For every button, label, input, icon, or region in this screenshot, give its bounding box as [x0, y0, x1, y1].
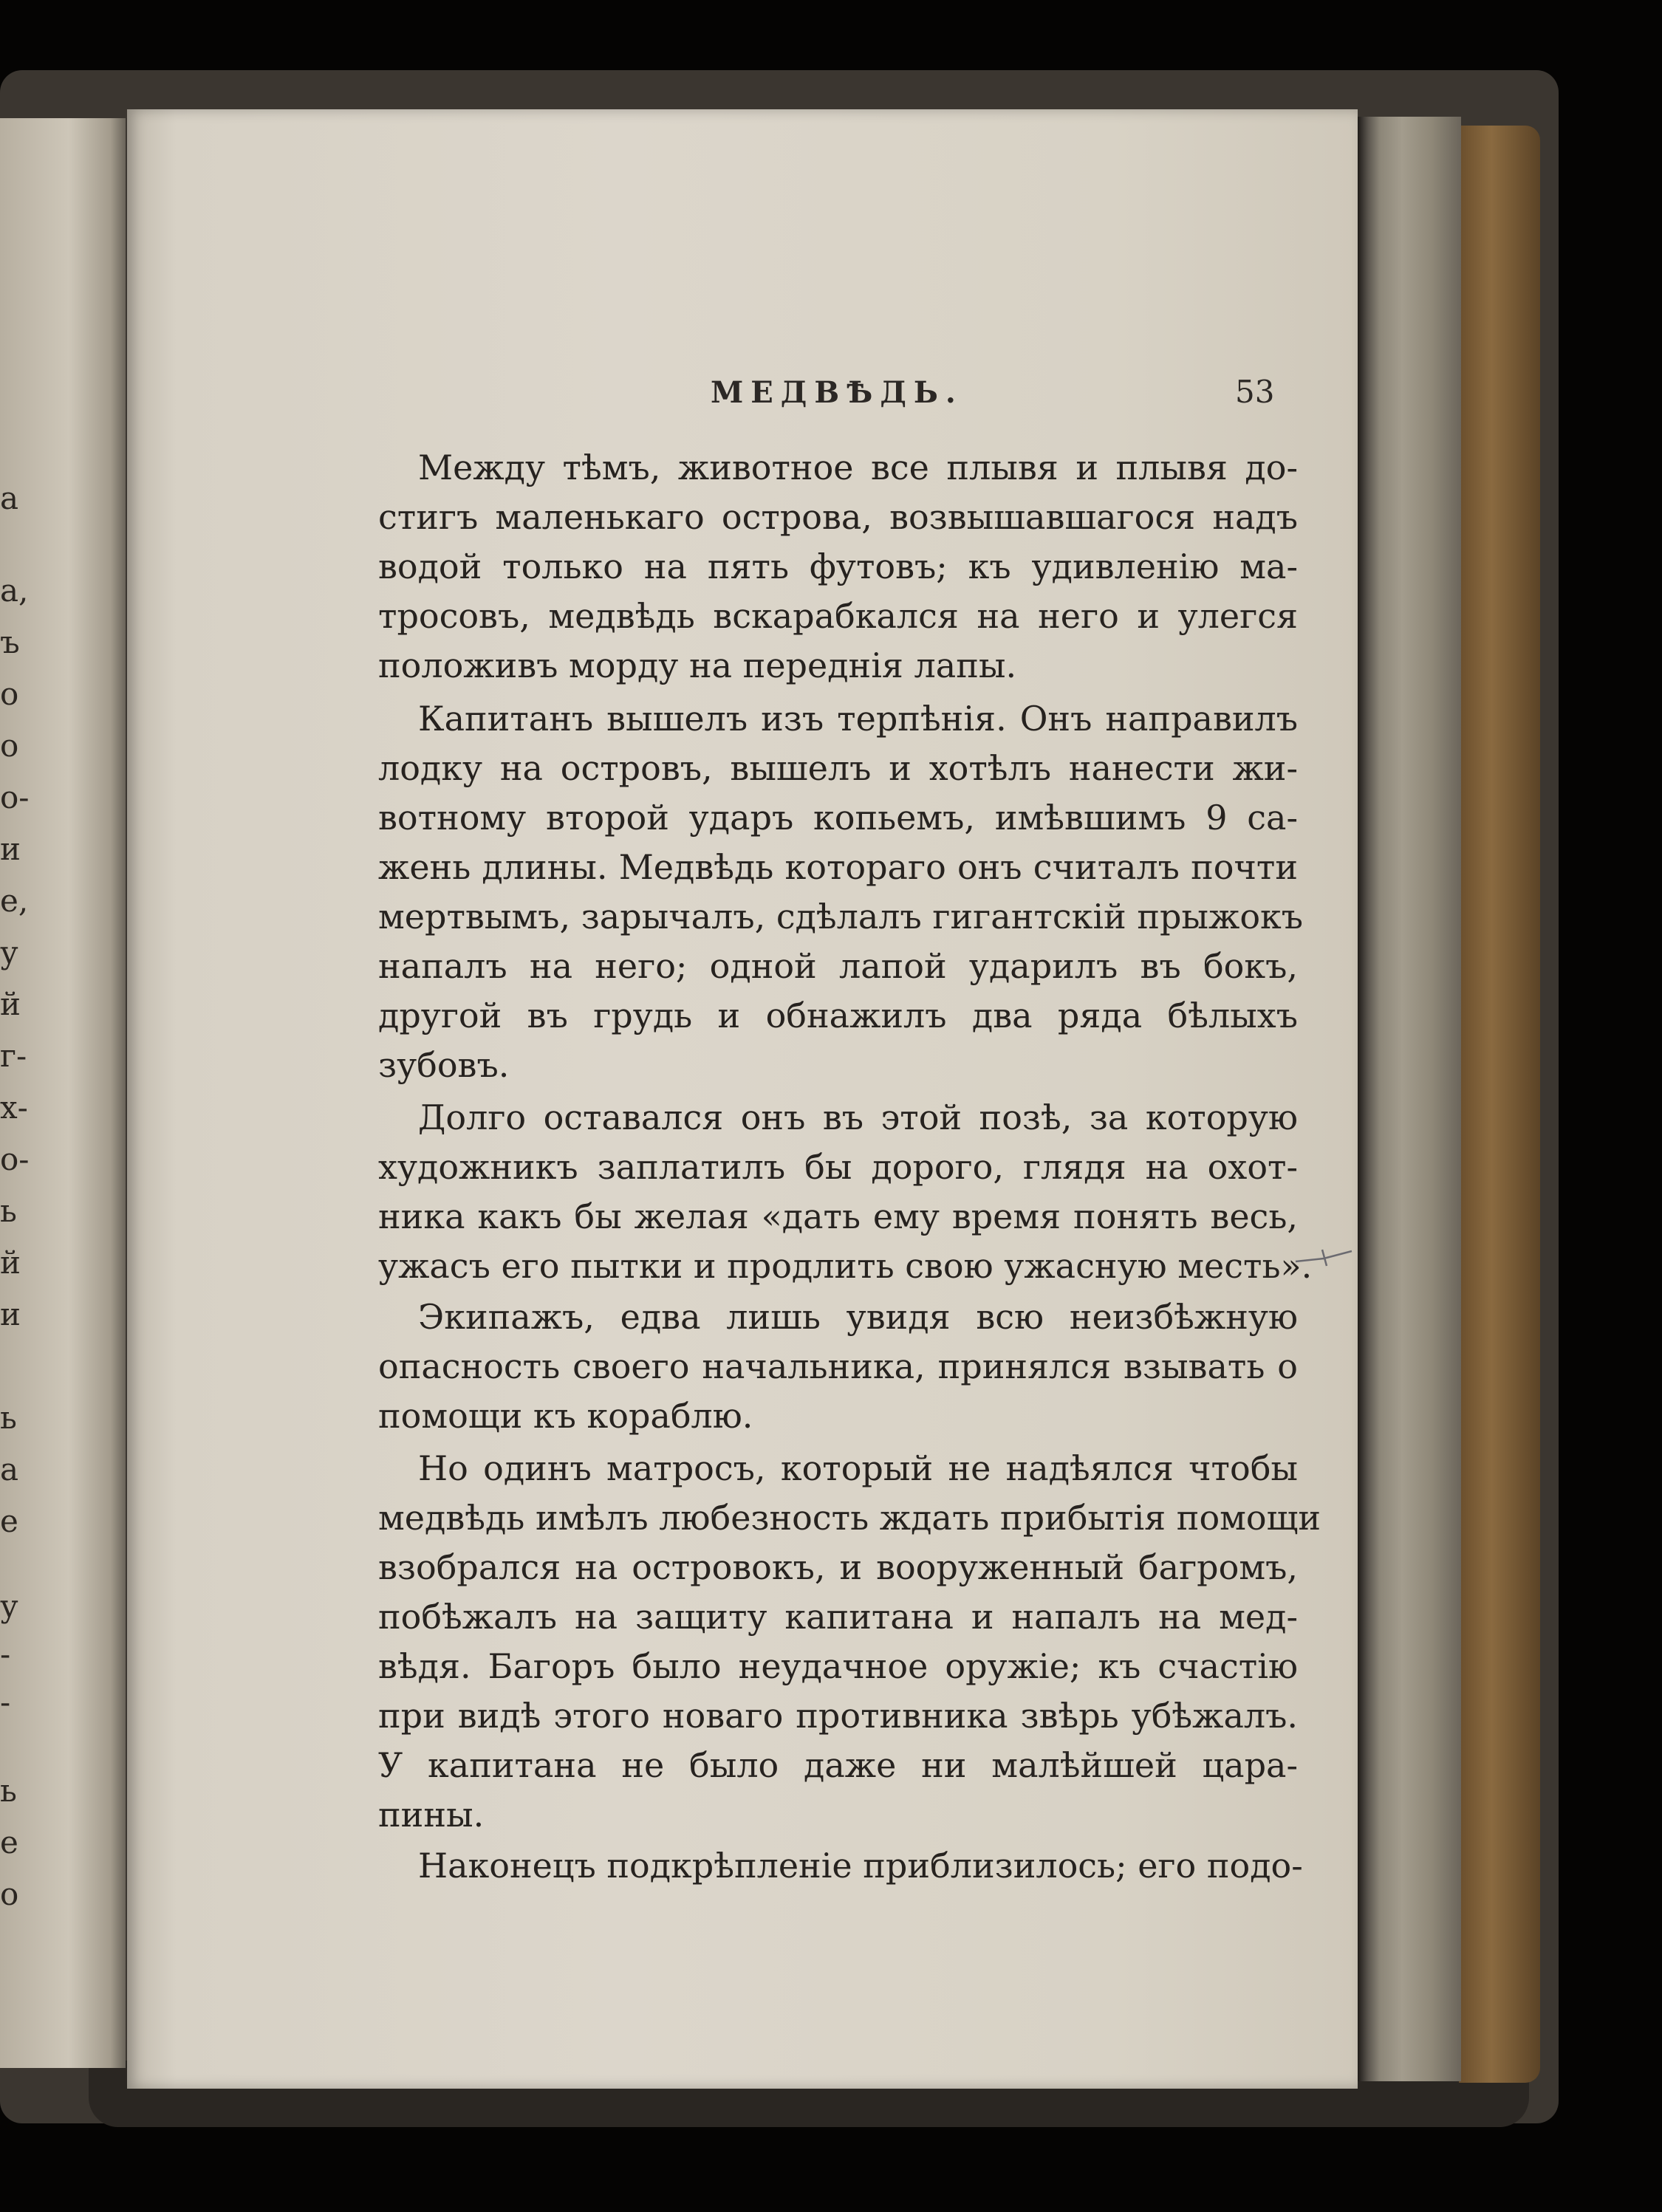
text-line: Капитанъ вышелъ изъ терпѣнія. Онъ направилъ	[418, 699, 1298, 739]
text-line: Наконецъ подкрѣпленіе приблизилось; его подо-	[418, 1846, 1303, 1886]
left-edge-letter: й	[0, 1244, 21, 1281]
text-line: вѣдя. Багоръ было неудачное оружіе; къ счастію	[378, 1646, 1298, 1686]
text-line: другой въ грудь и обнажилъ два ряда бѣлыхъ	[378, 996, 1298, 1035]
text-line: взобрался на островокъ, и вооруженный багромъ,	[378, 1547, 1298, 1587]
left-edge-letter: е	[0, 1824, 18, 1860]
page-number: 53	[1235, 374, 1275, 410]
left-edge-letter: и	[0, 1296, 21, 1332]
left-edge-letter: е	[0, 1503, 18, 1539]
left-edge-letter: о	[0, 727, 19, 764]
left-edge-letter: ъ	[0, 624, 20, 660]
left-edge-letter: о	[0, 676, 19, 712]
text-line: при видѣ этого новаго противника звѣрь убѣжалъ.	[378, 1696, 1298, 1736]
left-edge-letter: о-	[0, 779, 30, 815]
left-edge-letter: х-	[0, 1089, 28, 1126]
page-block-fore-edge	[1358, 117, 1461, 2081]
text-line: Между тѣмъ, животное все плывя и плывя до-	[418, 448, 1298, 487]
text-line: медвѣдь имѣлъ любезность ждать прибытія помощи	[378, 1498, 1321, 1538]
book-page	[127, 109, 1358, 2089]
text-line: побѣжалъ на защиту капитана и напалъ на мед-	[378, 1597, 1298, 1637]
text-line: напалъ на него; одной лапой ударилъ въ бокъ,	[378, 946, 1298, 986]
text-line: лодку на островъ, вышелъ и хотѣлъ нанести жи-	[378, 748, 1298, 788]
text-line: Экипажъ, едва лишь увидя всю неизбѣжную	[418, 1297, 1298, 1337]
text-line: У капитана не было даже ни малѣйшей цара-	[378, 1745, 1298, 1785]
text-line: тросовъ, медвѣдь вскарабкался на него и улегся	[378, 596, 1298, 636]
running-head: МЕДВѢДЬ.	[711, 375, 963, 410]
book-binding-edge	[1459, 126, 1540, 2083]
left-edge-letter: и	[0, 831, 21, 867]
left-edge-letter: ь	[0, 1400, 17, 1436]
text-line: жень длины. Медвѣдь котораго онъ считалъ почти	[378, 847, 1298, 887]
text-line: вотному второй ударъ копьемъ, имѣвшимъ 9 са-	[378, 798, 1298, 838]
left-edge-letter: г-	[0, 1038, 27, 1074]
left-edge-letter: й	[0, 986, 21, 1022]
text-line: опасность своего начальника, принялся взывать о	[378, 1346, 1298, 1386]
left-edge-letter: -	[0, 1684, 11, 1720]
left-edge-letter: у	[0, 934, 18, 970]
text-line: Долго оставался онъ въ этой позѣ, за которую	[418, 1098, 1298, 1137]
text-line: художникъ заплатилъ бы дорого, глядя на охот-	[378, 1147, 1298, 1187]
pencil-annotation-mark	[1294, 1247, 1353, 1269]
left-edge-letter: ь	[0, 1193, 17, 1229]
text-line: зубовъ.	[378, 1045, 510, 1085]
text-line: мертвымъ, зарычалъ, сдѣлалъ гигантскій прыжокъ	[378, 897, 1304, 936]
left-edge-letter: у	[0, 1588, 18, 1624]
text-line: Но одинъ матросъ, который не надѣялся чтобы	[418, 1448, 1298, 1488]
text-line: ужасъ его пытки и продлить свою ужасную месть».	[378, 1246, 1313, 1286]
text-line: водой только на пять футовъ; къ удивленію ма-	[378, 547, 1298, 586]
left-edge-letter: о	[0, 1876, 19, 1912]
left-edge-letter: а,	[0, 572, 29, 609]
text-line: ника какъ бы желая «дать ему время понять весь,	[378, 1196, 1298, 1236]
left-edge-letter: ь	[0, 1773, 17, 1809]
text-line: пины.	[378, 1795, 485, 1835]
left-edge-letter: -	[0, 1636, 11, 1672]
left-page	[0, 118, 126, 2068]
left-edge-letter: о-	[0, 1141, 30, 1177]
left-edge-letter: а	[0, 1451, 19, 1487]
text-line: положивъ морду на переднія лапы.	[378, 646, 1017, 685]
text-line: помощи къ кораблю.	[378, 1396, 753, 1436]
text-line: стигъ маленькаго острова, возвышавшагося надъ	[378, 497, 1298, 537]
left-edge-letter: е,	[0, 883, 29, 919]
left-edge-letter: а	[0, 480, 19, 516]
